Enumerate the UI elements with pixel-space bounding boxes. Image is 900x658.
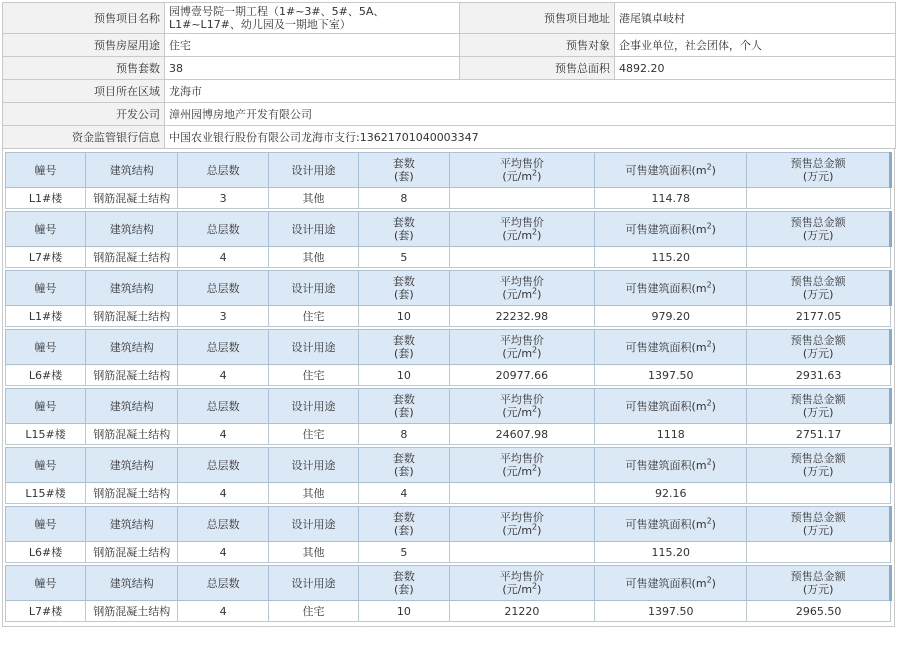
units-header-text: (套) [394, 406, 414, 419]
project-name-label: 预售项目名称 [3, 3, 165, 34]
building-data-row [6, 188, 891, 209]
price-header-text: ) [537, 524, 542, 537]
cell-building: L7#楼 [6, 247, 86, 268]
area-header [595, 153, 747, 188]
price-header-text: ) [537, 465, 542, 478]
building-header [6, 271, 86, 306]
cell-area: 1397.50 [595, 365, 747, 386]
structure-header-text: 建筑结构 [109, 340, 154, 354]
structure-header-text: 建筑结构 [109, 163, 154, 177]
cell-structure: 钢筋混凝土结构 [86, 483, 178, 504]
bank-value: 中国农业银行股份有限公司龙海市支行:13621701040003347 [165, 126, 896, 149]
building-header [6, 153, 86, 188]
cell-use: 其他 [268, 188, 358, 209]
amount-header [747, 271, 891, 306]
units-header [359, 330, 449, 365]
usage-value: 住宅 [165, 34, 460, 57]
info-row-name [3, 3, 896, 34]
use-header [268, 330, 358, 365]
cell-building: L6#楼 [6, 365, 86, 386]
floors-header [178, 330, 268, 365]
use-header-text: 设计用途 [291, 399, 336, 413]
structure-header [86, 389, 178, 424]
cell-use: 其他 [268, 542, 358, 563]
cell-area: 114.78 [595, 188, 747, 209]
info-row-region [3, 80, 896, 103]
price-header [449, 448, 595, 483]
building-header-text: 幢号 [34, 163, 57, 177]
amount-header-text: (万元) [802, 524, 834, 537]
floors-header [178, 212, 268, 247]
structure-header [86, 330, 178, 365]
price-header-text: 平均售价 [499, 511, 544, 524]
price-header-text: 2 [532, 345, 538, 355]
price-header-text: 2 [532, 404, 538, 414]
price-header-text: ) [537, 347, 542, 360]
cell-building: L15#楼 [6, 483, 86, 504]
amount-header-text: (万元) [802, 465, 834, 478]
floors-header-text: 总层数 [206, 163, 240, 177]
cell-building: L15#楼 [6, 424, 86, 445]
amount-header-text: 预售总金额 [790, 157, 846, 170]
use-header-text: 设计用途 [291, 340, 336, 354]
buildings-section [2, 149, 895, 627]
project-address-label: 预售项目地址 [460, 3, 615, 34]
structure-header [86, 448, 178, 483]
cell-units: 5 [359, 542, 449, 563]
cell-units: 10 [359, 365, 449, 386]
cell-price: 21220 [449, 601, 595, 622]
building-table [5, 329, 892, 386]
cell-floors: 3 [178, 306, 268, 327]
structure-header [86, 212, 178, 247]
amount-header-text: (万元) [802, 229, 834, 242]
cell-price: 22232.98 [449, 306, 595, 327]
cell-units: 8 [359, 424, 449, 445]
price-header-text: ) [537, 288, 542, 301]
structure-header-text: 建筑结构 [109, 399, 154, 413]
area-header-text: ) [711, 517, 716, 531]
structure-header [86, 271, 178, 306]
area-header [595, 507, 747, 542]
cell-amount [747, 188, 891, 209]
developer-label: 开发公司 [3, 103, 165, 126]
structure-header-text: 建筑结构 [109, 517, 154, 531]
structure-header-text: 建筑结构 [109, 281, 154, 295]
cell-floors: 3 [178, 188, 268, 209]
structure-header [86, 507, 178, 542]
building-header [6, 330, 86, 365]
building-header-row [6, 330, 891, 365]
building-header-text: 幢号 [34, 222, 57, 236]
building-data-row [6, 365, 891, 386]
price-header-text: (元/m [502, 465, 533, 478]
area-header-text: 2 [706, 279, 712, 289]
amount-header-text: (万元) [802, 347, 834, 360]
price-header-text: (元/m [502, 583, 533, 596]
floors-header-text: 总层数 [206, 340, 240, 354]
use-header [268, 389, 358, 424]
cell-building: L6#楼 [6, 542, 86, 563]
cell-building: L1#楼 [6, 188, 86, 209]
cell-area: 1118 [595, 424, 747, 445]
units-value: 38 [165, 57, 460, 80]
price-header [449, 330, 595, 365]
building-data-row [6, 306, 891, 327]
building-table [5, 388, 892, 445]
units-header-text: (套) [394, 170, 414, 183]
area-header-text: 可售建筑面积(m [625, 222, 707, 236]
cell-amount: 2751.17 [747, 424, 891, 445]
project-address-value: 港尾镇卓岐村 [615, 3, 896, 34]
floors-header-text: 总层数 [206, 576, 240, 590]
price-header [449, 271, 595, 306]
area-header [595, 271, 747, 306]
cell-amount: 2965.50 [747, 601, 891, 622]
area-header-text: 可售建筑面积(m [625, 576, 707, 590]
cell-structure: 钢筋混凝土结构 [86, 601, 178, 622]
region-label: 项目所在区域 [3, 80, 165, 103]
price-header-text: 平均售价 [499, 275, 544, 288]
cell-building: L7#楼 [6, 601, 86, 622]
amount-header [747, 566, 891, 601]
units-header-text: 套数 [392, 216, 415, 229]
cell-units: 5 [359, 247, 449, 268]
cell-area: 115.20 [595, 542, 747, 563]
area-header-text: ) [711, 458, 716, 472]
area-header [595, 330, 747, 365]
building-header [6, 212, 86, 247]
amount-header-text: 预售总金额 [790, 334, 846, 347]
amount-header-text: 预售总金额 [790, 511, 846, 524]
use-header [268, 271, 358, 306]
floors-header-text: 总层数 [206, 222, 240, 236]
use-header-text: 设计用途 [291, 517, 336, 531]
price-header-text: (元/m [502, 229, 533, 242]
units-header [359, 153, 449, 188]
info-row-units [3, 57, 896, 80]
units-header-text: 套数 [392, 157, 415, 170]
cell-floors: 4 [178, 483, 268, 504]
use-header [268, 507, 358, 542]
area-header-text: ) [711, 340, 716, 354]
units-header-text: 套数 [392, 334, 415, 347]
price-header-text: 平均售价 [499, 157, 544, 170]
cell-amount [747, 483, 891, 504]
building-header-text: 幢号 [34, 458, 57, 472]
amount-header [747, 507, 891, 542]
units-header-text: (套) [394, 465, 414, 478]
floors-header [178, 448, 268, 483]
price-header-text: 2 [532, 522, 538, 532]
floors-header [178, 507, 268, 542]
floors-header-text: 总层数 [206, 281, 240, 295]
use-header-text: 设计用途 [291, 222, 336, 236]
structure-header [86, 153, 178, 188]
cell-structure: 钢筋混凝土结构 [86, 542, 178, 563]
use-header-text: 设计用途 [291, 576, 336, 590]
units-header [359, 271, 449, 306]
price-header-text: ) [537, 229, 542, 242]
structure-header-text: 建筑结构 [109, 222, 154, 236]
building-header-row [6, 153, 891, 188]
use-header [268, 566, 358, 601]
area-header-text: 2 [706, 397, 712, 407]
cell-use: 住宅 [268, 601, 358, 622]
floors-header [178, 389, 268, 424]
usage-label: 预售房屋用途 [3, 34, 165, 57]
units-header-text: (套) [394, 583, 414, 596]
amount-header-text: 预售总金额 [790, 570, 846, 583]
units-header [359, 507, 449, 542]
amount-header-text: 预售总金额 [790, 275, 846, 288]
units-header [359, 448, 449, 483]
cell-amount [747, 542, 891, 563]
area-header-text: 可售建筑面积(m [625, 281, 707, 295]
cell-area: 1397.50 [595, 601, 747, 622]
amount-header [747, 212, 891, 247]
building-header-row [6, 271, 891, 306]
floors-header-text: 总层数 [206, 458, 240, 472]
cell-area: 979.20 [595, 306, 747, 327]
area-header [595, 448, 747, 483]
total-area-value: 4892.20 [615, 57, 896, 80]
building-data-row [6, 247, 891, 268]
amount-header-text: (万元) [802, 583, 834, 596]
building-header-row [6, 389, 891, 424]
use-header-text: 设计用途 [291, 163, 336, 177]
building-header [6, 448, 86, 483]
building-header-row [6, 448, 891, 483]
cell-floors: 4 [178, 247, 268, 268]
units-header-text: 套数 [392, 570, 415, 583]
area-header-text: ) [711, 281, 716, 295]
area-header-text: ) [711, 399, 716, 413]
amount-header [747, 153, 891, 188]
building-table [5, 270, 892, 327]
amount-header-text: 预售总金额 [790, 393, 846, 406]
floors-header-text: 总层数 [206, 399, 240, 413]
use-header-text: 设计用途 [291, 281, 336, 295]
info-row-bank [3, 126, 896, 149]
price-header-text: 2 [532, 168, 538, 178]
area-header-text: 2 [706, 338, 712, 348]
units-header-text: 套数 [392, 393, 415, 406]
units-header-text: 套数 [392, 452, 415, 465]
building-header [6, 389, 86, 424]
project-info-table [2, 2, 896, 149]
bank-label: 资金监管银行信息 [3, 126, 165, 149]
units-header-text: (套) [394, 229, 414, 242]
price-header-text: ) [537, 406, 542, 419]
cell-structure: 钢筋混凝土结构 [86, 188, 178, 209]
price-header-text: (元/m [502, 406, 533, 419]
use-header [268, 212, 358, 247]
project-name-value: 园博壹号院一期工程（1#~3#、5#、5A、L1#~L17#、幼儿园及一期地下室） [165, 3, 460, 34]
cell-price [449, 188, 595, 209]
units-header-text: 套数 [392, 511, 415, 524]
price-header-text: (元/m [502, 170, 533, 183]
units-header-text: 套数 [392, 275, 415, 288]
use-header [268, 153, 358, 188]
amount-header [747, 330, 891, 365]
area-header-text: 2 [706, 456, 712, 466]
cell-price: 24607.98 [449, 424, 595, 445]
units-header [359, 566, 449, 601]
building-table [5, 211, 892, 268]
price-header [449, 507, 595, 542]
building-header-row [6, 566, 891, 601]
amount-header-text: (万元) [802, 288, 834, 301]
building-table [5, 447, 892, 504]
building-header-text: 幢号 [34, 340, 57, 354]
target-value: 企事业单位，社会团体，个人 [615, 34, 896, 57]
cell-units: 10 [359, 306, 449, 327]
area-header-text: 可售建筑面积(m [625, 458, 707, 472]
area-header [595, 566, 747, 601]
cell-use: 住宅 [268, 365, 358, 386]
info-row-usage [3, 34, 896, 57]
building-header [6, 566, 86, 601]
target-label: 预售对象 [460, 34, 615, 57]
amount-header-text: 预售总金额 [790, 452, 846, 465]
price-header [449, 389, 595, 424]
price-header-text: (元/m [502, 524, 533, 537]
price-header-text: 平均售价 [499, 452, 544, 465]
cell-units: 10 [359, 601, 449, 622]
cell-amount: 2177.05 [747, 306, 891, 327]
building-header [6, 507, 86, 542]
area-header-text: 可售建筑面积(m [625, 517, 707, 531]
area-header-text: 可售建筑面积(m [625, 399, 707, 413]
building-header-text: 幢号 [34, 399, 57, 413]
cell-amount: 2931.63 [747, 365, 891, 386]
units-header-text: (套) [394, 347, 414, 360]
cell-use: 住宅 [268, 424, 358, 445]
floors-header [178, 271, 268, 306]
area-header-text: 可售建筑面积(m [625, 340, 707, 354]
price-header-text: 平均售价 [499, 216, 544, 229]
cell-structure: 钢筋混凝土结构 [86, 247, 178, 268]
cell-use: 其他 [268, 483, 358, 504]
area-header-text: 2 [706, 515, 712, 525]
floors-header [178, 566, 268, 601]
price-header-text: 2 [532, 581, 538, 591]
cell-floors: 4 [178, 601, 268, 622]
cell-units: 4 [359, 483, 449, 504]
amount-header-text: (万元) [802, 170, 834, 183]
building-data-row [6, 483, 891, 504]
cell-floors: 4 [178, 542, 268, 563]
price-header-text: (元/m [502, 347, 533, 360]
area-header [595, 212, 747, 247]
cell-amount [747, 247, 891, 268]
use-header [268, 448, 358, 483]
price-header [449, 153, 595, 188]
price-header-text: (元/m [502, 288, 533, 301]
info-row-developer [3, 103, 896, 126]
units-header-text: (套) [394, 288, 414, 301]
cell-use: 住宅 [268, 306, 358, 327]
price-header-text: ) [537, 583, 542, 596]
total-area-label: 预售总面积 [460, 57, 615, 80]
building-table [5, 565, 892, 622]
building-data-row [6, 601, 891, 622]
cell-price [449, 542, 595, 563]
price-header-text: ) [537, 170, 542, 183]
area-header-text: ) [711, 222, 716, 236]
cell-area: 115.20 [595, 247, 747, 268]
use-header-text: 设计用途 [291, 458, 336, 472]
cell-use: 其他 [268, 247, 358, 268]
area-header-text: 2 [706, 574, 712, 584]
building-header-text: 幢号 [34, 517, 57, 531]
cell-structure: 钢筋混凝土结构 [86, 306, 178, 327]
cell-area: 92.16 [595, 483, 747, 504]
building-data-row [6, 424, 891, 445]
cell-structure: 钢筋混凝土结构 [86, 424, 178, 445]
price-header-text: 2 [532, 286, 538, 296]
units-header [359, 212, 449, 247]
area-header-text: ) [711, 163, 716, 177]
amount-header-text: 预售总金额 [790, 216, 846, 229]
structure-header-text: 建筑结构 [109, 576, 154, 590]
structure-header-text: 建筑结构 [109, 458, 154, 472]
cell-units: 8 [359, 188, 449, 209]
price-header-text: 平均售价 [499, 570, 544, 583]
price-header-text: 2 [532, 463, 538, 473]
cell-structure: 钢筋混凝土结构 [86, 365, 178, 386]
cell-price [449, 247, 595, 268]
structure-header [86, 566, 178, 601]
price-header-text: 2 [532, 227, 538, 237]
amount-header [747, 448, 891, 483]
floors-header [178, 153, 268, 188]
area-header-text: ) [711, 576, 716, 590]
building-table [5, 506, 892, 563]
building-header-row [6, 212, 891, 247]
amount-header-text: (万元) [802, 406, 834, 419]
building-header-text: 幢号 [34, 576, 57, 590]
amount-header [747, 389, 891, 424]
area-header [595, 389, 747, 424]
building-header-text: 幢号 [34, 281, 57, 295]
building-header-row [6, 507, 891, 542]
cell-floors: 4 [178, 365, 268, 386]
cell-price: 20977.66 [449, 365, 595, 386]
region-value: 龙海市 [165, 80, 896, 103]
cell-building: L1#楼 [6, 306, 86, 327]
price-header-text: 平均售价 [499, 334, 544, 347]
developer-value: 漳州园博房地产开发有限公司 [165, 103, 896, 126]
units-label: 预售套数 [3, 57, 165, 80]
price-header [449, 212, 595, 247]
price-header [449, 566, 595, 601]
units-header-text: (套) [394, 524, 414, 537]
building-table [5, 152, 892, 209]
price-header-text: 平均售价 [499, 393, 544, 406]
units-header [359, 389, 449, 424]
area-header-text: 可售建筑面积(m [625, 163, 707, 177]
cell-floors: 4 [178, 424, 268, 445]
area-header-text: 2 [706, 161, 712, 171]
area-header-text: 2 [706, 220, 712, 230]
floors-header-text: 总层数 [206, 517, 240, 531]
cell-price [449, 483, 595, 504]
building-data-row [6, 542, 891, 563]
